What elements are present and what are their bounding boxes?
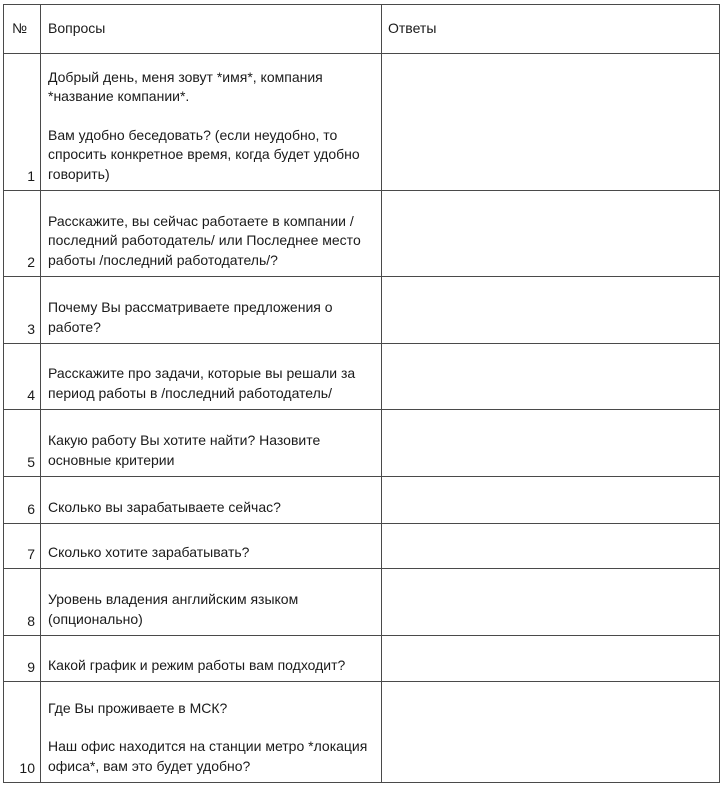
question-cell	[41, 682, 382, 783]
question-cell	[41, 344, 382, 410]
row-number: 1	[4, 54, 41, 191]
answer-cell[interactable]	[382, 682, 720, 783]
question-cell	[41, 524, 382, 569]
table-row	[4, 277, 720, 344]
question-text: Сколько вы зарабатываете сейчас?	[48, 498, 281, 515]
row-number: 3	[4, 277, 41, 344]
question-text: Какой график и режим работы вам подходит?	[48, 656, 346, 673]
table-row	[4, 636, 720, 682]
table-row	[4, 54, 720, 191]
question-text: Сколько хотите зарабатывать?	[48, 543, 250, 560]
row-number: 9	[4, 636, 41, 682]
row-number: 4	[4, 344, 41, 410]
question-cell	[41, 410, 382, 477]
row-number: 8	[4, 569, 41, 636]
row-number: 2	[4, 191, 41, 277]
question-cell	[41, 477, 382, 524]
question-text: Расскажите про задачи, которые вы решали за период работы в /последний работодатель/	[48, 365, 356, 401]
table-row	[4, 524, 720, 569]
row-number: 10	[4, 682, 41, 783]
table-row	[4, 344, 720, 410]
table-row	[4, 410, 720, 477]
question-text: Добрый день, меня зовут *имя*, компания *название компании*.	[48, 68, 323, 104]
questionnaire-table	[3, 4, 720, 783]
question-cell	[41, 54, 382, 191]
table-row	[4, 682, 720, 783]
question-text: Наш офис находится на станции метро *локация офиса*, вам это будет удобно?	[48, 738, 368, 774]
table-row	[4, 191, 720, 277]
question-text: Где Вы проживаете в МСК?	[48, 699, 228, 716]
header-questions: Вопросы	[41, 5, 382, 54]
answer-cell[interactable]	[382, 54, 720, 191]
question-text: Расскажите, вы сейчас работаете в компании /последний работодатель/ или Последнее место работы /последний работодатель/?	[48, 212, 361, 268]
question-text: Какую работу Вы хотите найти? Назовите основные критерии	[48, 432, 321, 468]
answer-cell[interactable]	[382, 569, 720, 636]
header-number: №	[4, 5, 41, 54]
question-text: Вам удобно беседовать? (если неудобно, то спросить конкретное время, когда будет удобно говорить)	[48, 126, 360, 182]
table-row	[4, 569, 720, 636]
question-cell	[41, 636, 382, 682]
answer-cell[interactable]	[382, 477, 720, 524]
table-header-row	[4, 5, 720, 54]
table-row	[4, 477, 720, 524]
question-cell	[41, 277, 382, 344]
question-text: Почему Вы рассматриваете предложения о работе?	[48, 299, 333, 335]
question-cell	[41, 569, 382, 636]
question-cell	[41, 191, 382, 277]
answer-cell[interactable]	[382, 277, 720, 344]
question-text: Уровень владения английским языком (опционально)	[48, 591, 299, 627]
row-number: 6	[4, 477, 41, 524]
row-number: 7	[4, 524, 41, 569]
answer-cell[interactable]	[382, 636, 720, 682]
header-answers: Ответы	[382, 5, 720, 54]
answer-cell[interactable]	[382, 524, 720, 569]
answer-cell[interactable]	[382, 410, 720, 477]
answer-cell[interactable]	[382, 191, 720, 277]
answer-cell[interactable]	[382, 344, 720, 410]
row-number: 5	[4, 410, 41, 477]
